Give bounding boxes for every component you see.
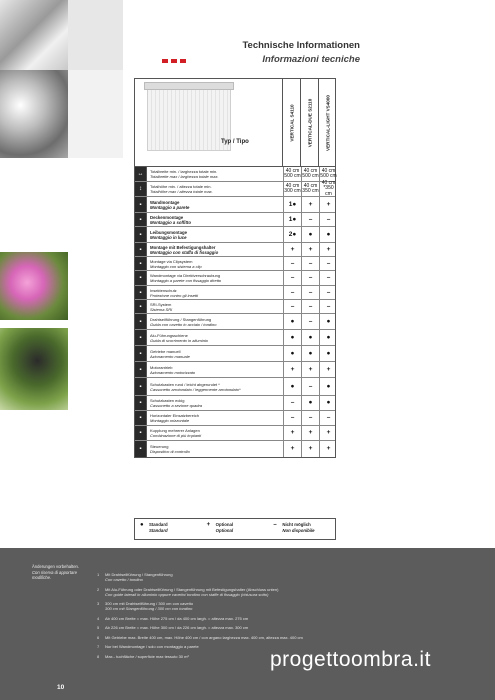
feature-icon: ▪	[135, 396, 147, 410]
table-row	[135, 300, 335, 314]
footnote: 1 Mit Drahtseilführung / Stangenführung Con cavetto / tondino	[97, 572, 173, 582]
brand-logo[interactable]: progettoombra.it	[270, 648, 431, 671]
table-cell: ●	[301, 396, 319, 410]
feature-icon: ▪	[135, 346, 147, 361]
feature-icon: ▪	[135, 257, 147, 270]
table-cell: –	[319, 213, 337, 226]
table-cell: 2●	[283, 227, 301, 242]
table-cell: 40 cm 350 cm	[302, 182, 319, 194]
feature-icon: ▪	[135, 411, 147, 425]
table-row	[135, 426, 335, 441]
feature-icon: ▪	[135, 362, 147, 377]
footnote: 6 Mit Getriebe max. Breite 400 cm, max. Höhe 400 cm / con argano larghezza max. 400 cm, altezza max. 400 cm	[97, 634, 303, 640]
table-cell: –	[283, 257, 301, 270]
table-cell: ●	[283, 314, 301, 329]
table-cell: 40 cm 300 cm	[284, 182, 301, 194]
table-row	[135, 286, 335, 300]
table-row	[135, 271, 335, 286]
feature-icon: ▪	[135, 330, 147, 345]
table-row	[135, 179, 336, 197]
table-cell: ●	[301, 346, 319, 361]
table-cell: –	[283, 300, 301, 313]
feature-icon: ▪	[135, 300, 147, 313]
photo-metal-roller	[0, 70, 68, 158]
feature-label: Kupplung mehrerer Anlagen Combinazione di più impianti	[150, 428, 202, 438]
legend-item: ● Standard Standard	[140, 522, 168, 533]
feature-label: Schutzkasten eckig Cassonetto a sezione quadra	[150, 398, 203, 408]
table-cell: +	[301, 441, 319, 457]
footnote: 3 300 cm mit Drahtseilführung / 300 cm con cavetto 300 cm mit Stangenführung / 300 cm con tondino	[97, 601, 194, 611]
table-cell: +	[301, 243, 319, 256]
table-cell: –	[301, 411, 319, 425]
table-cell: ●	[319, 378, 337, 395]
table-cell: 40 cm *350 cm	[319, 182, 337, 196]
feature-label: Totalbreite min. / larghezza totale min. Totalbreite max / larghezza totale max.	[150, 169, 219, 179]
table-cell: –	[319, 286, 337, 299]
feature-icon: ▪	[135, 271, 147, 285]
feature-icon: ▪	[135, 441, 147, 457]
disclaimer: Änderungen vorbehalten. Con riserva di apportare modifiche.	[32, 564, 80, 580]
footer	[0, 548, 495, 700]
table-cell: +	[319, 426, 337, 440]
feature-label: Leibungsmontage Montaggio in luce	[150, 229, 188, 240]
page-subtitle: Informazioni tecniche	[262, 54, 360, 65]
table-row	[135, 346, 335, 362]
feature-label: Wandmontage Montaggio a parete	[150, 199, 190, 210]
table-cell: 1●	[283, 213, 301, 226]
table-cell: ●	[319, 346, 337, 361]
table-cell: +	[319, 362, 337, 377]
photo-strip	[0, 0, 68, 548]
spec-table	[134, 78, 336, 458]
table-cell: –	[283, 271, 301, 285]
feature-label: Motorantrieb Azionamento motorizzato	[150, 364, 196, 375]
decor-block	[68, 0, 123, 70]
table-row	[135, 396, 335, 411]
table-row	[135, 362, 335, 378]
table-cell: +	[283, 243, 301, 256]
table-header	[135, 79, 335, 167]
column-header: VERTICAL-LIGHT VS4000	[318, 79, 336, 167]
table-cell: –	[319, 300, 337, 313]
legend-item: – Nicht möglich Non disponibile	[273, 522, 315, 533]
page-title: Technische Informationen	[242, 40, 360, 51]
feature-label: Deckenmontage Montaggio a soffitto	[150, 214, 191, 225]
table-cell: –	[301, 271, 319, 285]
table-cell: 40 cm 500 cm	[284, 167, 301, 179]
column-header: VERTICAL S4110	[282, 79, 300, 167]
table-cell: +	[319, 243, 337, 256]
feature-icon: ▪	[135, 426, 147, 440]
feature-label: SRI-System Sistema SRI	[150, 301, 173, 312]
feature-label: Montage via Clipsystem Montaggio con sistema a clip	[150, 258, 202, 269]
type-label: Typ / Tipo	[221, 139, 249, 145]
table-cell: ●	[319, 227, 337, 242]
table-cell: –	[283, 411, 301, 425]
table-cell: +	[283, 362, 301, 377]
table-cell: ●	[283, 346, 301, 361]
table-cell: –	[301, 314, 319, 329]
feature-label: Steuerung Dispositivo di controllo	[150, 444, 190, 454]
footnote: 4 Ab 400 cm Breite = max. Höhe 275 cm / da 400 cm largh. = altezza max. 275 cm	[97, 615, 249, 621]
accent-dots	[162, 59, 186, 63]
table-cell: +	[301, 362, 319, 377]
table-cell: +	[301, 197, 319, 212]
photo-metal-detail	[0, 0, 68, 70]
table-row	[135, 378, 335, 396]
table-row	[135, 227, 335, 243]
table-cell: +	[283, 441, 301, 457]
feature-label: Totalhöhe min. / altezza totale min. Totalhöhe max / altezza totale max.	[150, 184, 213, 194]
feature-label: Schutzkasten rund / leicht abgerundet * Cassonetto arrotondato / leggermente arrotondato*	[150, 381, 241, 392]
table-row	[135, 330, 335, 346]
legend	[134, 518, 336, 540]
feature-label: Insektenschutz Protezione contro gli insetti	[150, 287, 199, 298]
feature-icon: ▪	[135, 197, 147, 212]
feature-label: Drahtseilführung / Stangenführung Guida con cavetto in acciaio / tondino	[150, 316, 217, 327]
footnote: 2 Mit Alu-Führung oder Drahtseilführung / Stangenführung mit Befestigungshalter (Abschluss unten) Con guide laterali in alluminio oppure cavetto/ tondino con staffe di fissaggio (chiusura sotto)	[97, 586, 279, 597]
product-image	[147, 85, 231, 151]
feature-icon: ▪	[135, 378, 147, 395]
table-cell: 40 cm 500 cm	[320, 167, 337, 179]
feature-label: Montage mit Befestigungshalter Montaggio con staffa di fissaggio	[150, 244, 219, 255]
feature-icon: ↕	[135, 182, 147, 196]
table-cell: ●	[301, 227, 319, 242]
feature-label: Alu-Führungsschiene Guida di scorrimento in alluminio	[150, 332, 209, 343]
photo-butterfly	[0, 328, 68, 410]
table-cell: +	[319, 441, 337, 457]
table-cell: –	[319, 411, 337, 425]
table-cell: +	[283, 426, 301, 440]
photo-flower	[0, 252, 68, 320]
table-cell: –	[301, 378, 319, 395]
table-cell: –	[301, 213, 319, 226]
feature-icon: ▪	[135, 213, 147, 226]
feature-label: Getriebe manuell Azionamento manuale	[150, 348, 190, 359]
table-row	[135, 257, 335, 271]
legend-item: + Optional Optional	[206, 522, 234, 533]
table-cell: ●	[319, 330, 337, 345]
table-cell: –	[319, 271, 337, 285]
table-cell: ●	[301, 330, 319, 345]
table-cell: ●	[319, 396, 337, 410]
table-cell: –	[283, 396, 301, 410]
table-cell: 1●	[283, 197, 301, 212]
feature-label: Horizontaler Einsatzbereich Montaggio orizzontale	[150, 413, 199, 423]
column-header: VERTICAL-DUE S2110	[300, 79, 318, 167]
table-cell: ●	[283, 330, 301, 345]
table-cell: 40 cm 500 cm	[302, 167, 319, 179]
table-cell: –	[301, 300, 319, 313]
page-number: 10	[57, 684, 65, 691]
table-row	[135, 441, 335, 457]
table-cell: –	[301, 286, 319, 299]
table-cell: +	[301, 426, 319, 440]
table-row	[135, 243, 335, 257]
feature-label: Wandmontage via Direktverschraubung Montaggio a parete con fissaggio diretto	[150, 273, 222, 283]
table-row	[135, 314, 335, 330]
table-cell: ●	[319, 314, 337, 329]
feature-icon: ▪	[135, 314, 147, 329]
feature-icon: ▪	[135, 227, 147, 242]
feature-icon: ▪	[135, 286, 147, 299]
table-cell: +	[319, 197, 337, 212]
footnote: 8 Max.- tuchfläche / superficie max tessuto 30 m²	[97, 653, 189, 659]
decor-block	[68, 70, 123, 158]
table-cell: –	[283, 286, 301, 299]
table-cell: ●	[283, 378, 301, 395]
table-row	[135, 411, 335, 426]
table-row	[135, 197, 335, 213]
feature-icon: ↔	[135, 167, 147, 181]
footnote: 5 Ab 226 cm Breite = max. Höhe 300 cm / da 226 cm largh. = altezza max. 300 cm	[97, 625, 249, 630]
feature-icon: ▪	[135, 243, 147, 256]
table-row	[135, 167, 335, 182]
table-body	[135, 167, 335, 457]
table-cell: –	[319, 257, 337, 270]
table-row	[135, 213, 335, 227]
table-cell: –	[301, 257, 319, 270]
footnote: 7 Nur bei Wandmontage / solo con montaggio a parete	[97, 644, 199, 649]
